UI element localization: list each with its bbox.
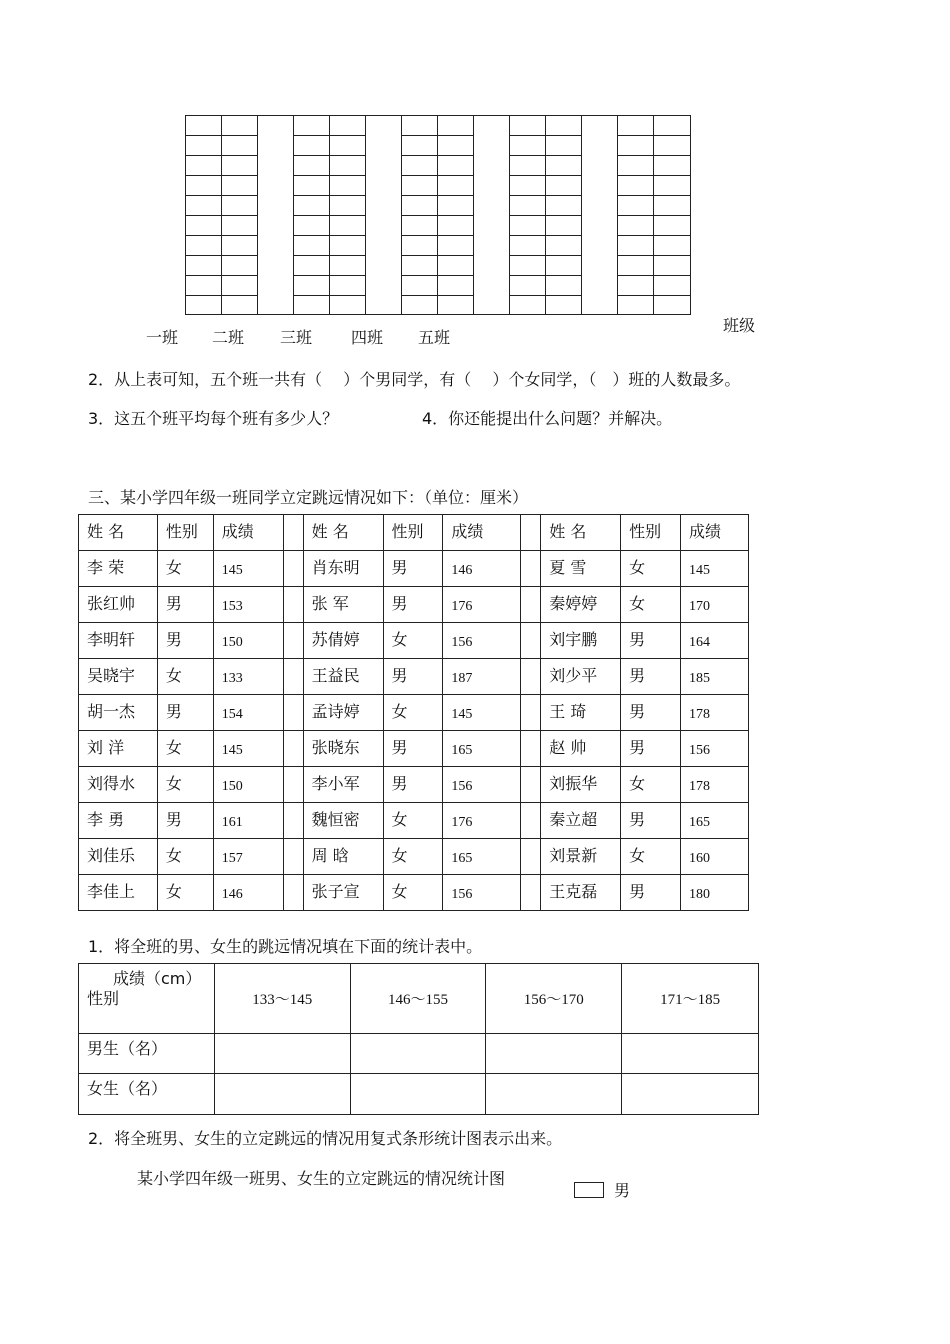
student-name: 刘佳乐 [79, 839, 158, 875]
student-name: 周 晗 [303, 839, 383, 875]
question-3: 3．这五个班平均每个班有多少人？ [88, 409, 339, 428]
student-gender: 女 [621, 767, 681, 803]
student-gender: 男 [157, 803, 213, 839]
student-score: 157 [213, 839, 283, 875]
student-score: 165 [443, 839, 521, 875]
student-score: 185 [681, 659, 749, 695]
student-gender: 男 [621, 731, 681, 767]
student-score: 150 [213, 767, 283, 803]
student-name: 苏倩婷 [303, 623, 383, 659]
gap-cell [521, 875, 541, 911]
female-count-cell[interactable] [214, 1074, 350, 1115]
question-2: 2．从上表可知，五个班一共有（ ）个男同学，有（ ）个女同学，（ ）班的人数最多。 [88, 370, 741, 389]
legend-male-swatch [574, 1182, 604, 1198]
student-gender: 男 [383, 767, 443, 803]
corner-score-label: 成绩（cm） [113, 969, 202, 988]
student-gender: 男 [621, 695, 681, 731]
long-jump-scores-table [78, 514, 749, 911]
student-gender: 女 [383, 803, 443, 839]
range-header: 146～155 [350, 964, 486, 1034]
student-name: 刘得水 [79, 767, 158, 803]
x-axis-label: 班级 [723, 316, 756, 335]
student-score: 156 [443, 875, 521, 911]
section-3-title: 三、某小学四年级一班同学立定跳远情况如下：（单位：厘米） [88, 488, 529, 507]
student-gender: 男 [157, 695, 213, 731]
grid-column-class5 [618, 116, 690, 314]
student-gender: 男 [383, 587, 443, 623]
gap-cell [521, 731, 541, 767]
gap-cell [283, 767, 303, 803]
student-name: 李明轩 [79, 623, 158, 659]
student-gender: 女 [383, 875, 443, 911]
legend-male-label: 男 [614, 1181, 631, 1200]
class-label-4: 四班 [351, 328, 384, 347]
student-score: 156 [443, 623, 521, 659]
header-score: 成绩 [443, 515, 521, 551]
student-name: 赵 帅 [541, 731, 621, 767]
gap-cell [521, 551, 541, 587]
student-name: 王益民 [303, 659, 383, 695]
student-gender: 女 [621, 551, 681, 587]
student-score: 164 [681, 623, 749, 659]
row-label-female: 女生（名） [79, 1074, 215, 1115]
student-score: 145 [681, 551, 749, 587]
student-gender: 女 [157, 731, 213, 767]
table-row [79, 803, 749, 839]
student-score: 133 [213, 659, 283, 695]
table-row [79, 695, 749, 731]
student-gender: 女 [383, 695, 443, 731]
class-label-5: 五班 [418, 328, 451, 347]
gap-cell [283, 875, 303, 911]
gap-cell [521, 767, 541, 803]
student-score: 176 [443, 803, 521, 839]
student-name: 秦婷婷 [541, 587, 621, 623]
student-gender: 女 [621, 839, 681, 875]
header-name: 姓 名 [79, 515, 158, 551]
student-gender: 女 [157, 875, 213, 911]
gap-cell [521, 839, 541, 875]
table-row [79, 767, 749, 803]
student-score: 153 [213, 587, 283, 623]
header-gender: 性别 [157, 515, 213, 551]
gap-cell [283, 515, 303, 551]
blank-bar-chart-grid [185, 115, 691, 315]
student-name: 王克磊 [541, 875, 621, 911]
student-score: 187 [443, 659, 521, 695]
female-count-cell[interactable] [622, 1074, 759, 1115]
student-name: 刘少平 [541, 659, 621, 695]
grid-column-class3 [402, 116, 474, 314]
student-name: 张子宣 [303, 875, 383, 911]
student-gender: 男 [621, 659, 681, 695]
student-name: 肖东明 [303, 551, 383, 587]
student-score: 146 [443, 551, 521, 587]
student-score: 165 [443, 731, 521, 767]
student-gender: 男 [157, 623, 213, 659]
student-score: 176 [443, 587, 521, 623]
student-name: 李 荣 [79, 551, 158, 587]
gap-cell [521, 623, 541, 659]
grid-column-class2 [294, 116, 366, 314]
student-name: 王 琦 [541, 695, 621, 731]
student-score: 145 [213, 731, 283, 767]
student-name: 夏 雪 [541, 551, 621, 587]
student-name: 张晓东 [303, 731, 383, 767]
corner-gender-label: 性别 [87, 989, 120, 1008]
header-score: 成绩 [681, 515, 749, 551]
class-label-1: 一班 [146, 328, 179, 347]
student-gender: 女 [157, 839, 213, 875]
student-score: 165 [681, 803, 749, 839]
student-score: 150 [213, 623, 283, 659]
gap-cell [283, 803, 303, 839]
student-name: 吴晓宇 [79, 659, 158, 695]
row-label-male: 男生（名） [79, 1034, 215, 1074]
table-row [79, 623, 749, 659]
student-gender: 男 [383, 551, 443, 587]
student-gender: 女 [383, 839, 443, 875]
gap-cell [521, 659, 541, 695]
gap-cell [283, 695, 303, 731]
male-count-cell[interactable] [622, 1034, 759, 1074]
student-gender: 女 [157, 659, 213, 695]
student-score: 145 [213, 551, 283, 587]
grid-column-class1 [186, 116, 258, 314]
student-name: 李 勇 [79, 803, 158, 839]
female-count-cell[interactable] [350, 1074, 486, 1115]
header-score: 成绩 [213, 515, 283, 551]
gap-cell [283, 839, 303, 875]
student-name: 刘 洋 [79, 731, 158, 767]
student-name: 孟诗婷 [303, 695, 383, 731]
gap-cell [283, 731, 303, 767]
student-score: 161 [213, 803, 283, 839]
student-name: 刘宇鹏 [541, 623, 621, 659]
header-gender: 性别 [621, 515, 681, 551]
student-gender: 男 [621, 623, 681, 659]
header-name: 姓 名 [303, 515, 383, 551]
gap-cell [283, 623, 303, 659]
grid-column-class4 [510, 116, 582, 314]
student-gender: 女 [383, 623, 443, 659]
range-header: 156～170 [486, 964, 622, 1034]
male-count-cell[interactable] [214, 1034, 350, 1074]
student-score: 146 [213, 875, 283, 911]
student-name: 魏恒密 [303, 803, 383, 839]
student-score: 170 [681, 587, 749, 623]
student-gender: 男 [383, 731, 443, 767]
table-row [79, 875, 749, 911]
student-score: 178 [681, 767, 749, 803]
student-gender: 男 [621, 803, 681, 839]
gap-cell [283, 587, 303, 623]
student-score: 156 [443, 767, 521, 803]
section-3-question-1: 1．将全班的男、女生的跳远情况填在下面的统计表中。 [88, 937, 483, 956]
student-score: 160 [681, 839, 749, 875]
class-label-2: 二班 [212, 328, 245, 347]
gap-cell [283, 659, 303, 695]
gap-cell [283, 551, 303, 587]
gap-cell [521, 515, 541, 551]
student-name: 秦立超 [541, 803, 621, 839]
header-gender: 性别 [383, 515, 443, 551]
student-gender: 女 [621, 587, 681, 623]
chart-title: 某小学四年级一班男、女生的立定跳远的情况统计图 [137, 1169, 506, 1188]
section-3-question-2: 2．将全班男、女生的立定跳远的情况用复式条形统计图表示出来。 [88, 1129, 563, 1148]
gap-cell [521, 803, 541, 839]
corner-cell [79, 964, 215, 1034]
student-name: 李小军 [303, 767, 383, 803]
question-4: 4．你还能提出什么问题？并解决。 [422, 409, 673, 428]
class-label-3: 三班 [280, 328, 313, 347]
male-count-cell[interactable] [486, 1034, 622, 1074]
student-name: 张红帅 [79, 587, 158, 623]
table-row [79, 659, 749, 695]
header-name: 姓 名 [541, 515, 621, 551]
student-gender: 男 [621, 875, 681, 911]
student-score: 178 [681, 695, 749, 731]
range-header: 171～185 [622, 964, 759, 1034]
student-name: 张 军 [303, 587, 383, 623]
student-gender: 女 [157, 767, 213, 803]
student-name: 胡一杰 [79, 695, 158, 731]
table-row [79, 587, 749, 623]
student-name: 李佳上 [79, 875, 158, 911]
table-row [79, 839, 749, 875]
student-gender: 男 [383, 659, 443, 695]
table-row [79, 731, 749, 767]
male-count-cell[interactable] [350, 1034, 486, 1074]
student-name: 刘景新 [541, 839, 621, 875]
student-name: 刘振华 [541, 767, 621, 803]
student-score: 180 [681, 875, 749, 911]
range-header: 133～145 [214, 964, 350, 1034]
gap-cell [521, 695, 541, 731]
female-count-cell[interactable] [486, 1074, 622, 1115]
student-score: 154 [213, 695, 283, 731]
table-row [79, 551, 749, 587]
student-gender: 女 [157, 551, 213, 587]
student-score: 145 [443, 695, 521, 731]
student-score: 156 [681, 731, 749, 767]
statistics-table [78, 963, 759, 1115]
student-gender: 男 [157, 587, 213, 623]
scores-header-row [79, 515, 749, 551]
gap-cell [521, 587, 541, 623]
